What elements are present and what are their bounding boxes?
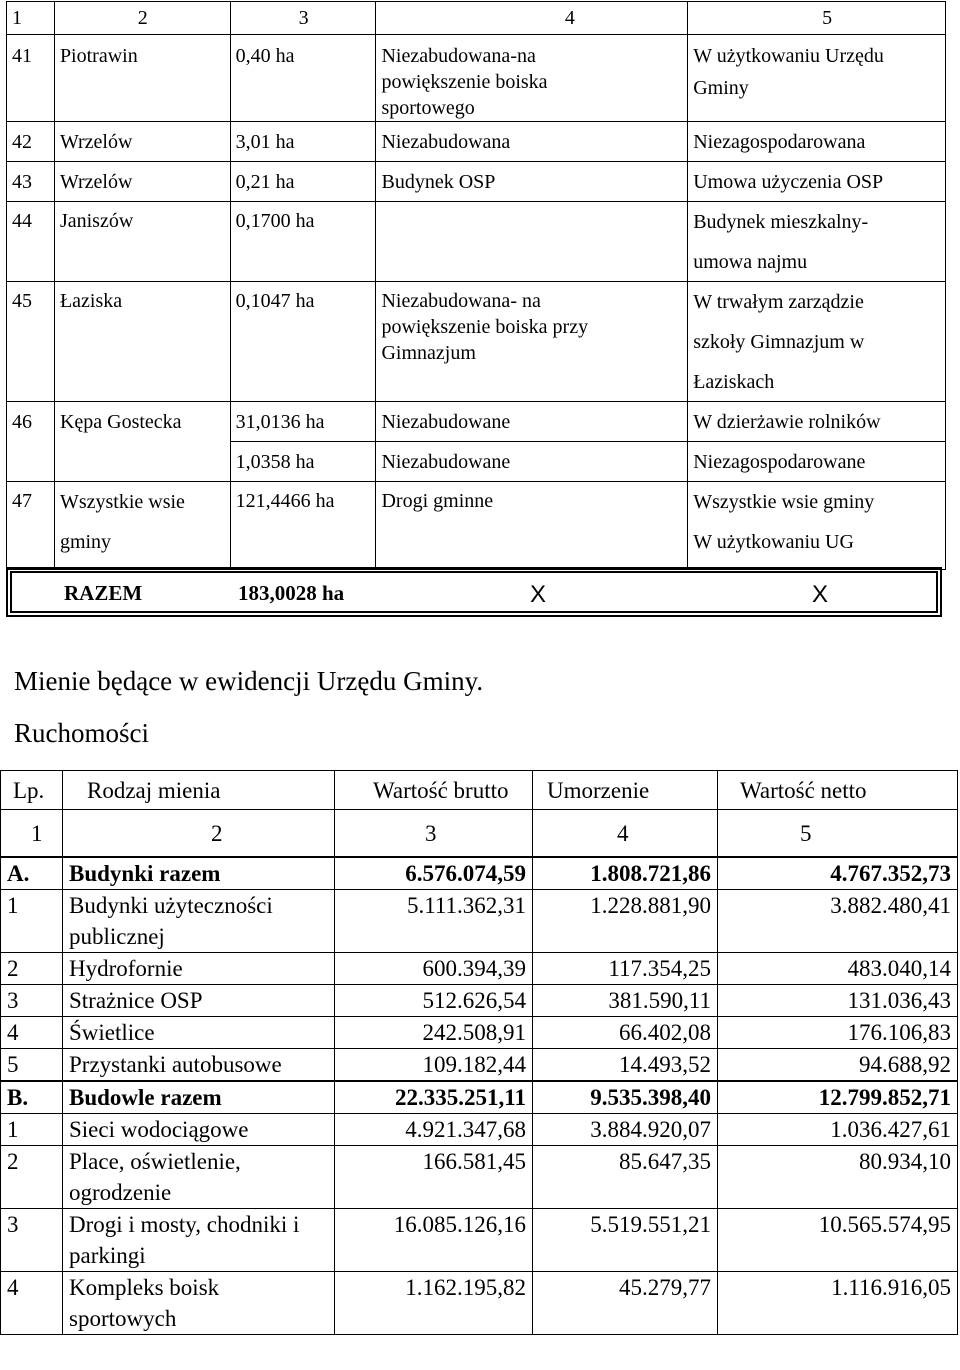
table-row [1,1049,958,1082]
row-lp: 47 [7,482,55,570]
table-row [7,35,946,122]
row-area: 0,1047 ha [230,282,376,402]
row-depreciation: 3.884.920,07 [533,1114,718,1146]
row-place: Janiszów [54,202,230,282]
land-header-3: 3 [230,2,376,35]
row-type: Niezabudowana- na powiększenie boiska przy Gimnazjum [376,282,688,402]
row-lp: 4 [1,1017,63,1049]
table-row [7,482,946,570]
row-gross: 512.626,54 [335,985,533,1017]
col-number: 4 [533,810,718,858]
table-row [7,122,946,162]
table-row [7,202,946,282]
row-lp: 43 [7,162,55,202]
row-depreciation: 45.279,77 [533,1272,718,1335]
row-use [688,35,946,122]
header-net: Wartość netto [718,771,958,810]
row-place: Kępa Gostecka [54,402,230,442]
row-area: 0,40 ha [230,35,376,122]
header-type: Rodzaj mienia [63,771,335,810]
land-header-2: 2 [54,2,230,35]
total-area: 183,0028 ha [238,581,345,605]
row-place [54,442,230,482]
row-area: 31,0136 ha [230,402,376,442]
row-lp: 1 [1,890,63,953]
row-lp: 45 [7,282,55,402]
table-row [1,1114,958,1146]
row-type: Niezabudowane [376,442,688,482]
row-lp: B. [1,1081,63,1114]
row-name: Hydrofornie [63,953,335,985]
total-label: RAZEM [64,581,143,605]
row-name: Strażnice OSP [63,985,335,1017]
row-net: 483.040,14 [718,953,958,985]
row-place-line-2: gminy [59,531,112,553]
row-type: Niezabudowana-na powiększenie boiska sportowego [376,35,688,122]
row-depreciation: 381.590,11 [533,985,718,1017]
row-gross: 242.508,91 [335,1017,533,1049]
row-gross: 6.576.074,59 [335,857,533,890]
row-gross: 5.111.362,31 [335,890,533,953]
row-use-line-1: Wszystkie wsie gminy [693,491,875,513]
row-lp: 44 [7,202,55,282]
row-lp: 46 [7,402,55,442]
total-x-2: X [812,581,829,608]
col-number: 1 [1,810,63,858]
row-area: 0,21 ha [230,162,376,202]
row-depreciation: 1.808.721,86 [533,857,718,890]
table-row [7,402,946,442]
table-row [1,1209,958,1272]
row-lp: 2 [1,953,63,985]
row-net: 131.036,43 [718,985,958,1017]
row-name: Budynki razem [63,857,335,890]
row-place: Wrzelów [54,122,230,162]
row-type: Niezabudowane [376,402,688,442]
row-lp: 1 [1,1114,63,1146]
row-name: Place, oświetlenie, ogrodzenie [63,1146,335,1209]
row-depreciation: 85.647,35 [533,1146,718,1209]
col-number: 3 [335,810,533,858]
assets-table-numbers [1,810,958,858]
row-lp [7,442,55,482]
row-gross: 109.182,44 [335,1049,533,1082]
header-depreciation: Umorzenie [533,771,718,810]
row-depreciation: 14.493,52 [533,1049,718,1082]
row-lp: 5 [1,1049,63,1082]
row-use-line-1: W użytkowaniu Urzędu [693,45,884,67]
row-place: Wrzelów [54,162,230,202]
row-use-line-1: Budynek mieszkalny- [693,211,869,233]
row-net: 4.767.352,73 [718,857,958,890]
row-name: Budowle razem [63,1081,335,1114]
header-lp: Lp. [1,771,63,810]
row-place: Piotrawin [54,35,230,122]
total-x-1: X [530,581,547,608]
row-depreciation: 66.402,08 [533,1017,718,1049]
table-row [7,282,946,402]
row-net: 80.934,10 [718,1146,958,1209]
row-lp: A. [1,857,63,890]
row-name: Przystanki autobusowe [63,1049,335,1082]
row-use-line-2: Gminy [693,77,749,99]
table-row [1,985,958,1017]
row-use [688,202,946,282]
row-gross: 600.394,39 [335,953,533,985]
table-row [1,890,958,953]
row-place [54,482,230,570]
row-net: 10.565.574,95 [718,1209,958,1272]
row-gross: 1.162.195,82 [335,1272,533,1335]
row-area: 121,4466 ha [230,482,376,570]
row-depreciation: 117.354,25 [533,953,718,985]
table-row [1,953,958,985]
row-net: 3.882.480,41 [718,890,958,953]
row-area: 3,01 ha [230,122,376,162]
row-lp: 2 [1,1146,63,1209]
row-area: 1,0358 ha [230,442,376,482]
assets-table [0,770,958,1335]
row-gross: 16.085.126,16 [335,1209,533,1272]
row-depreciation: 5.519.551,21 [533,1209,718,1272]
row-lp: 4 [1,1272,63,1335]
row-lp: 3 [1,985,63,1017]
row-use: Umowa użyczenia OSP [688,162,946,202]
row-gross: 22.335.251,11 [335,1081,533,1114]
row-depreciation: 9.535.398,40 [533,1081,718,1114]
row-name: Sieci wodociągowe [63,1114,335,1146]
row-net: 12.799.852,71 [718,1081,958,1114]
row-net: 1.036.427,61 [718,1114,958,1146]
row-type: Drogi gminne [376,482,688,570]
row-type: Niezabudowana [376,122,688,162]
row-use-line-1: W trwałym zarządzie [693,291,864,313]
row-use [688,282,946,402]
land-table-header [7,2,946,35]
row-use: Niezagospodarowane [688,442,946,482]
section-heading: Mienie będące w ewidencji Urzędu Gminy. [14,666,484,696]
row-use [688,482,946,570]
row-use-line-2: W użytkowaniu UG [693,531,854,553]
row-net: 176.106,83 [718,1017,958,1049]
row-name: Drogi i mosty, chodniki i parkingi [63,1209,335,1272]
table-row [1,1146,958,1209]
row-use-line-2: umowa najmu [693,251,808,273]
row-lp: 3 [1,1209,63,1272]
row-name: Kompleks boisk sportowych [63,1272,335,1335]
land-table [6,1,946,570]
row-use-line-2: szkoły Gimnazjum w [693,331,865,353]
total-row [6,567,942,617]
row-net: 94.688,92 [718,1049,958,1082]
land-header-1: 1 [7,2,55,35]
table-row [7,162,946,202]
row-lp: 41 [7,35,55,122]
row-lp: 42 [7,122,55,162]
header-gross: Wartość brutto [335,771,533,810]
row-place: Łaziska [54,282,230,402]
row-use: W dzierżawie rolników [688,402,946,442]
table-row [1,1017,958,1049]
table-row [7,442,946,482]
row-type [376,202,688,282]
land-header-4: 4 [376,2,688,35]
row-name: Budynki użyteczności publicznej [63,890,335,953]
col-number: 5 [718,810,958,858]
row-use-line-3: Łaziskach [693,371,775,393]
row-depreciation: 1.228.881,90 [533,890,718,953]
section-subheading: Ruchomości [14,718,149,748]
row-use: Niezagospodarowana [688,122,946,162]
row-net: 1.116.916,05 [718,1272,958,1335]
row-gross: 166.581,45 [335,1146,533,1209]
row-place-line-1: Wszystkie wsie [59,491,185,513]
row-name: Świetlice [63,1017,335,1049]
row-gross: 4.921.347,68 [335,1114,533,1146]
table-row [1,1081,958,1114]
row-type: Budynek OSP [376,162,688,202]
col-number: 2 [63,810,335,858]
row-area: 0,1700 ha [230,202,376,282]
table-row [1,857,958,890]
assets-table-header [1,771,958,810]
table-row [1,1272,958,1335]
land-header-5: 5 [688,2,946,35]
